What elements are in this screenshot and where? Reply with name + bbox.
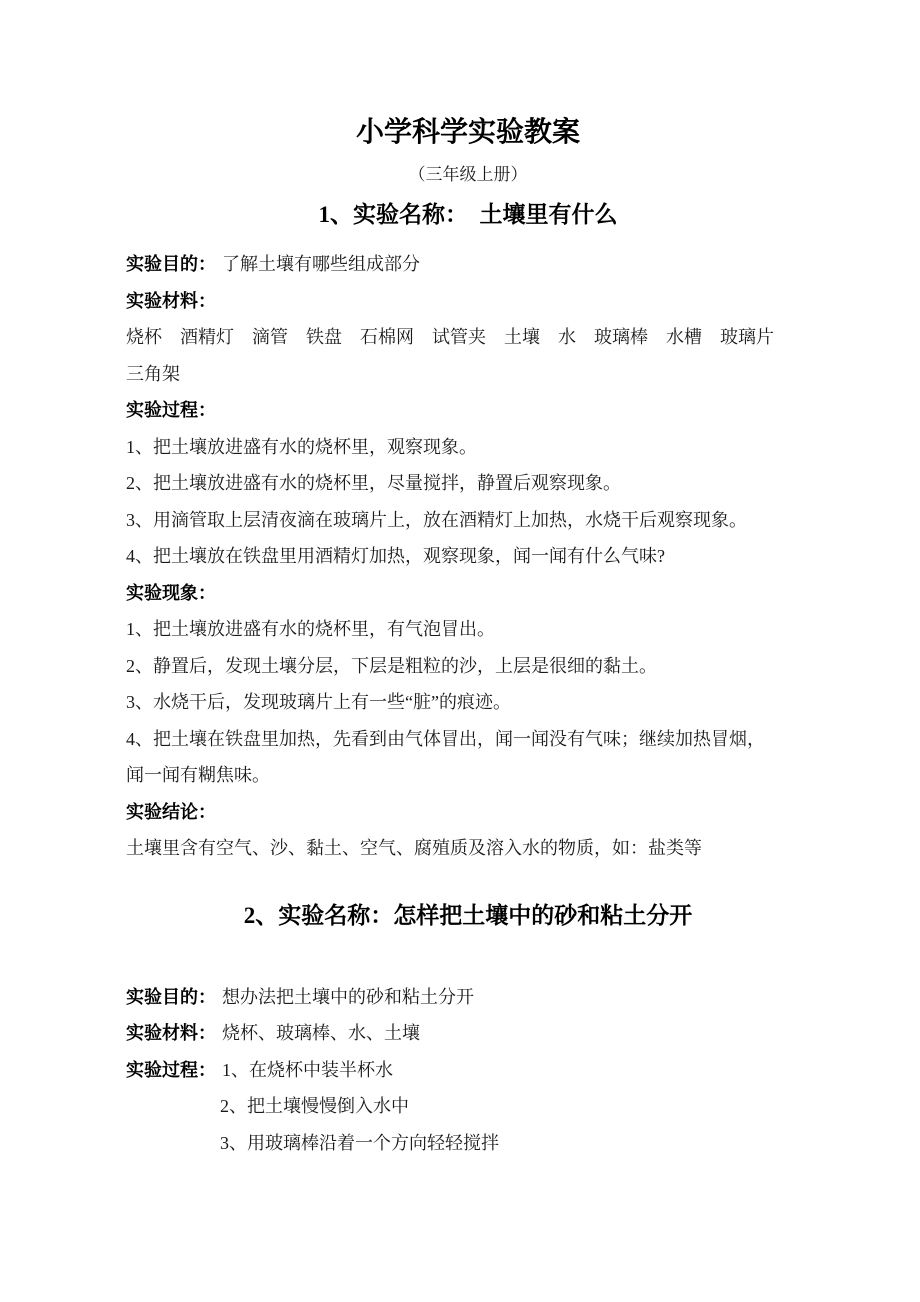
- purpose-text: 想办法把土壤中的砂和粘土分开: [222, 986, 474, 1007]
- experiment2-purpose-line: [126, 979, 810, 1016]
- process-label: 实验过程：: [126, 400, 216, 420]
- experiment2-heading: 2、实验名称：怎样把土壤中的砂和粘土分开: [243, 902, 693, 928]
- phenomena-label: 实验现象：: [126, 582, 216, 603]
- experiment1-phenomena-line-1: 1、把土壤放进盛有水的烧杯里，有气泡冒出。: [126, 619, 495, 639]
- experiment1-conclusion-text: 土壤里含有空气、沙、黏土、空气、腐殖质及溶入水的物质，如：盐类等: [126, 838, 702, 858]
- experiment1-process-label-line: [126, 392, 810, 429]
- experiment2-body: [126, 979, 810, 1162]
- materials-text: 烧杯、玻璃棒、水、土壤: [222, 1023, 420, 1043]
- document-title: 小学科学实验教案: [355, 117, 580, 148]
- purpose-label: 实验目的：: [126, 986, 216, 1007]
- process-label: 实验过程：: [126, 1059, 216, 1080]
- document-subtitle: （三年级上册）: [408, 165, 528, 184]
- experiment1-materials-label-line: [126, 283, 810, 320]
- experiment1-process-step-3: 3、用滴管取上层清夜滴在玻璃片上，放在酒精灯上加热，水烧干后观察现象。: [126, 509, 747, 530]
- experiment1-materials-line-1: 烧杯 酒精灯 滴管 铁盘 石棉网 试管夹 土壤 水 玻璃棒 水槽 玻璃片: [126, 327, 774, 347]
- experiment2-process-step-3: 3、用玻璃棒沿着一个方向轻轻搅拌: [220, 1132, 499, 1153]
- experiment2-process-line: [126, 1052, 810, 1089]
- experiment1-process-step-2: 2、把土壤放进盛有水的烧杯里，尽量搅拌，静置后观察现象。: [126, 473, 621, 493]
- experiment2-process-step-2: 2、把土壤慢慢倒入水中: [220, 1096, 409, 1116]
- purpose-label: 实验目的：: [126, 254, 216, 274]
- experiment1-phenomena-line-3: 3、水烧干后，发现玻璃片上有一些“脏”的痕迹。: [126, 692, 511, 712]
- experiment1-phenomena-line-2: 2、静置后，发现土壤分层，下层是粗粒的沙，上层是很细的黏土。: [126, 655, 657, 676]
- materials-label: 实验材料：: [126, 290, 216, 311]
- materials-label: 实验材料：: [126, 1023, 216, 1043]
- conclusion-label: 实验结论：: [126, 801, 216, 822]
- experiment1-body: [126, 246, 810, 867]
- experiment1-phenomena-line-5: 闻一闻有糊焦味。: [126, 765, 270, 785]
- experiment1-phenomena-line-4: 4、把土壤在铁盘里加热，先看到由气体冒出，闻一闻没有气味；继续加热冒烟，: [126, 728, 765, 749]
- experiment2-materials-line: [126, 1015, 810, 1052]
- experiment1-heading: 1、实验名称： 土壤里有什么: [318, 202, 618, 227]
- experiment1-process-step-4: 4、把土壤放在铁盘里用酒精灯加热，观察现象，闻一闻有什么气味?: [126, 546, 665, 566]
- process-step-1: 1、在烧杯中装半杯水: [222, 1059, 393, 1080]
- experiment1-phenomena-label-line: [126, 575, 810, 612]
- purpose-text: 了解土壤有哪些组成部分: [222, 254, 420, 274]
- experiment1-purpose-line: [126, 246, 810, 283]
- experiment1-materials-line-2: 三角架: [126, 363, 180, 384]
- experiment1-process-step-1: 1、把土壤放进盛有水的烧杯里，观察现象。: [126, 436, 477, 457]
- experiment1-conclusion-label-line: [126, 794, 810, 831]
